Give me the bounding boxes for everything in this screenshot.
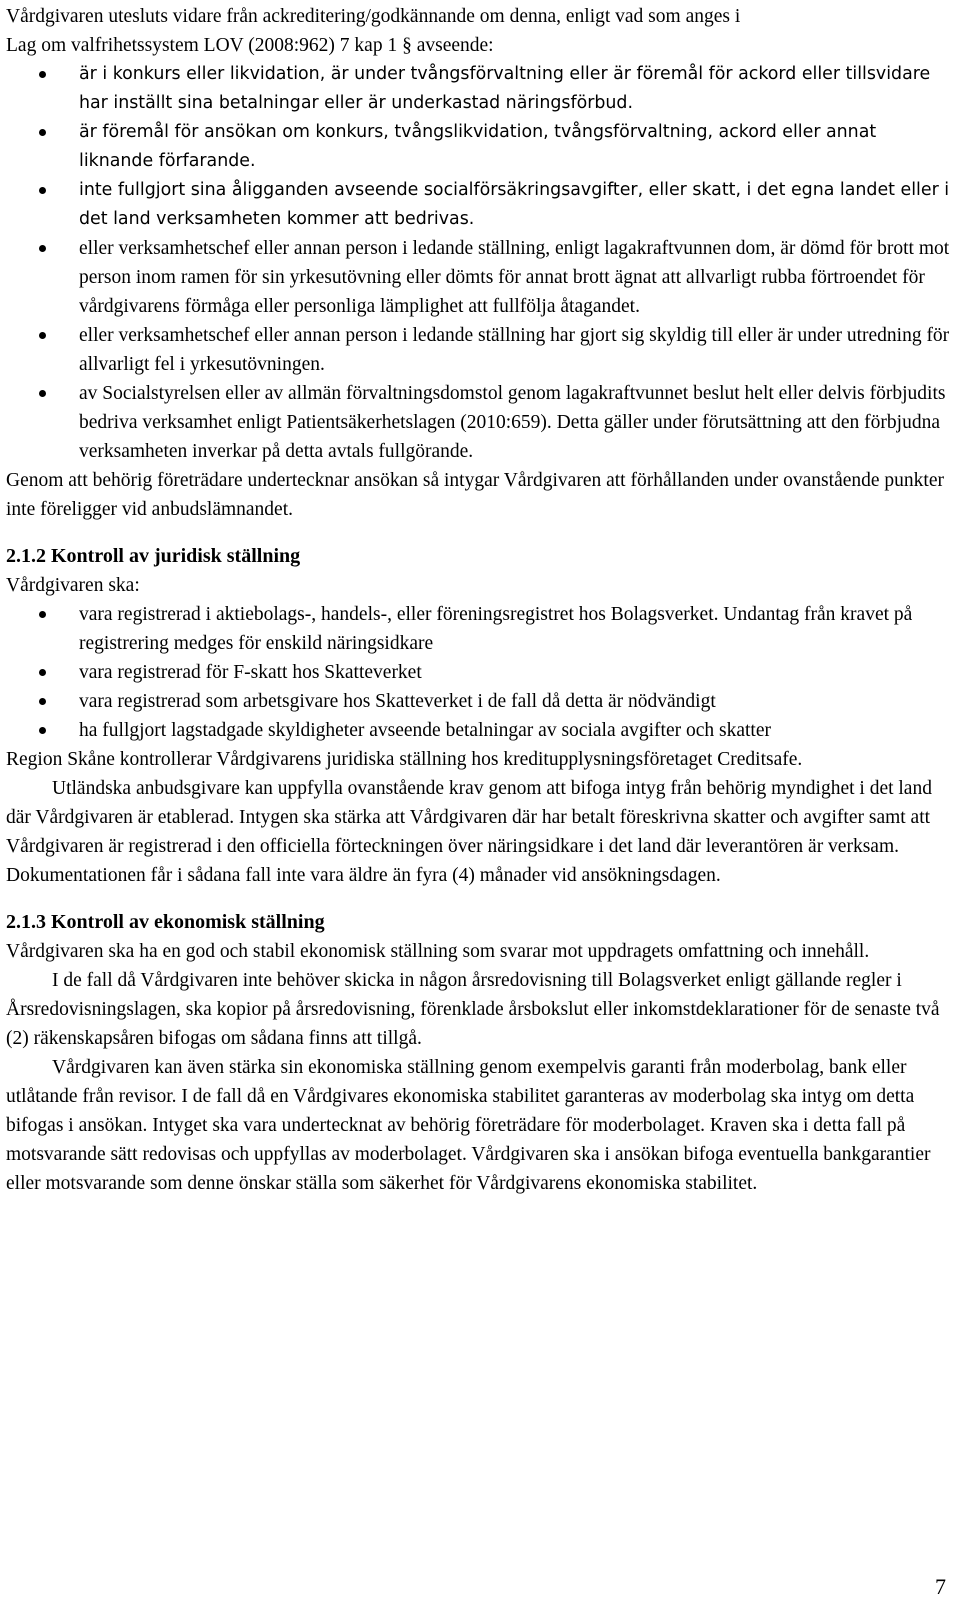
bullet-icon [39, 727, 46, 734]
document-page [6, 2, 954, 1198]
bullet-icon [39, 611, 46, 618]
list-item: av Socialstyrelsen eller av allmän förvaltningsdomstol genom lagakraftvunnet beslut helt eller delvis förbjudits bedriva verksamhet enligt Patientsäkerhetslagen (2010:659). Detta gäller under förutsättning att den förbjudna verksamheten inverkar på detta avtals fullgörande. [6, 379, 954, 466]
bullet-icon [39, 669, 46, 676]
bullet-icon [39, 390, 46, 397]
bullet-icon [39, 698, 46, 705]
foreign-bidders-paragraph: Utländska anbudsgivare kan uppfylla ovanstående krav genom att bifoga intyg från behörig myndighet i det land där Vårdgivaren är etablerad. Intygen ska stärka att Vårdgivaren där har betalt föreskrivna skatter och avgifter samt att Vårdgivaren är registrerad i den officiella förteckningen över näringsidkare i det land där leverantören är verksam. Dokumentationen får i sådana fall inte vara äldre än fyra (4) månader vid ansökningsdagen. [6, 778, 932, 886]
list-item: vara registrerad i aktiebolags-, handels-, eller föreningsregistret hos Bolagsverket. Undantag från kravet på registrering medges för enskild näringsidkare [6, 600, 954, 658]
page-number: 7 [935, 1574, 946, 1599]
section-lead: Vårdgivaren ska: [6, 575, 140, 596]
economic-lead-paragraph: Vårdgivaren ska ha en god och stabil ekonomisk ställning som svarar mot uppdragets omfattning och innehåll. [6, 941, 870, 962]
bullet-icon [39, 129, 46, 136]
list-item: vara registrerad för F-skatt hos Skatteverket [6, 658, 954, 687]
bullet-icon [39, 71, 46, 78]
attestation-paragraph: Genom att behörig företrädare undertecknar ansökan så intygar Vårdgivaren att förhållanden under ovanstående punkter inte föreligger vid anbudslämnandet. [6, 470, 944, 520]
section-heading-ekonomisk: 2.1.3 Kontroll av ekonomisk ställning [6, 911, 325, 933]
list-item: vara registrerad som arbetsgivare hos Skatteverket i de fall då detta är nödvändigt [6, 687, 954, 716]
creditsafe-paragraph: Region Skåne kontrollerar Vårdgivarens juridiska ställning hos kreditupplysningsföretaget Creditsafe. [6, 749, 803, 770]
intro-line-2: Lag om valfrihetssystem LOV (2008:962) 7 kap 1 § avseende: [6, 35, 494, 56]
requirement-list [6, 600, 954, 745]
list-item: ha fullgjort lagstadgade skyldigheter avseende betalningar av sociala avgifter och skatter [6, 716, 954, 745]
list-item: är i konkurs eller likvidation, är under tvångsförvaltning eller är föremål för ackord eller tillsvidare har inställt sina betalningar eller är underkastad näringsförbud. [6, 60, 954, 118]
intro-line-1: Vårdgivaren utesluts vidare från ackreditering/godkännande om denna, enligt vad som anges i [6, 6, 741, 27]
list-item: inte fullgjort sina åligganden avseende socialförsäkringsavgifter, eller skatt, i det egna landet eller i det land verksamheten kommer att bedrivas. [6, 176, 954, 234]
bullet-icon [39, 245, 46, 252]
bullet-icon [39, 332, 46, 339]
list-item: eller verksamhetschef eller annan person i ledande ställning har gjort sig skyldig till eller är under utredning för allvarligt fel i yrkesutövningen. [6, 321, 954, 379]
guarantee-paragraph: Vårdgivaren kan även stärka sin ekonomiska ställning genom exempelvis garanti från moderbolag, bank eller utlåtande från revisor. I de fall då en Vårdgivares ekonomiska stabilitet garanteras av moderbolag ska intyg om detta bifogas i ansökan. Intyget ska vara undertecknat av behörig företrädare för moderbolaget. Kraven ska i detta fall på motsvarande sätt redovisas och uppfyllas av moderbolaget. Vårdgivaren ska i ansökan bifoga eventuella bankgarantier eller motsvarande som denne önskar ställa som säkerhet för Vårdgivarens ekonomiska stabilitet. [6, 1057, 931, 1194]
bullet-icon [39, 187, 46, 194]
annual-report-paragraph: I de fall då Vårdgivaren inte behöver skicka in någon årsredovisning till Bolagsverket enligt gällande regler i Årsredovisningslagen, ska kopior på årsredovisning, förenklade årsbokslut eller inkomstdeklarationer för de senaste två (2) räkenskapsåren bifogas om sådana finns att tillgå. [6, 970, 940, 1049]
exclusion-list [6, 60, 954, 466]
section-heading-juridisk: 2.1.2 Kontroll av juridisk ställning [6, 545, 301, 567]
list-item: är föremål för ansökan om konkurs, tvångslikvidation, tvångsförvaltning, ackord eller annat liknande förfarande. [6, 118, 954, 176]
list-item: eller verksamhetschef eller annan person i ledande ställning, enligt lagakraftvunnen dom, är dömd för brott mot person inom ramen för sin yrkesutövning eller dömts för annat brott ägnat att allvarligt rubba förtroendet för vårdgivarens förmåga eller personliga lämplighet att fullfölja åtagandet. [6, 234, 954, 321]
